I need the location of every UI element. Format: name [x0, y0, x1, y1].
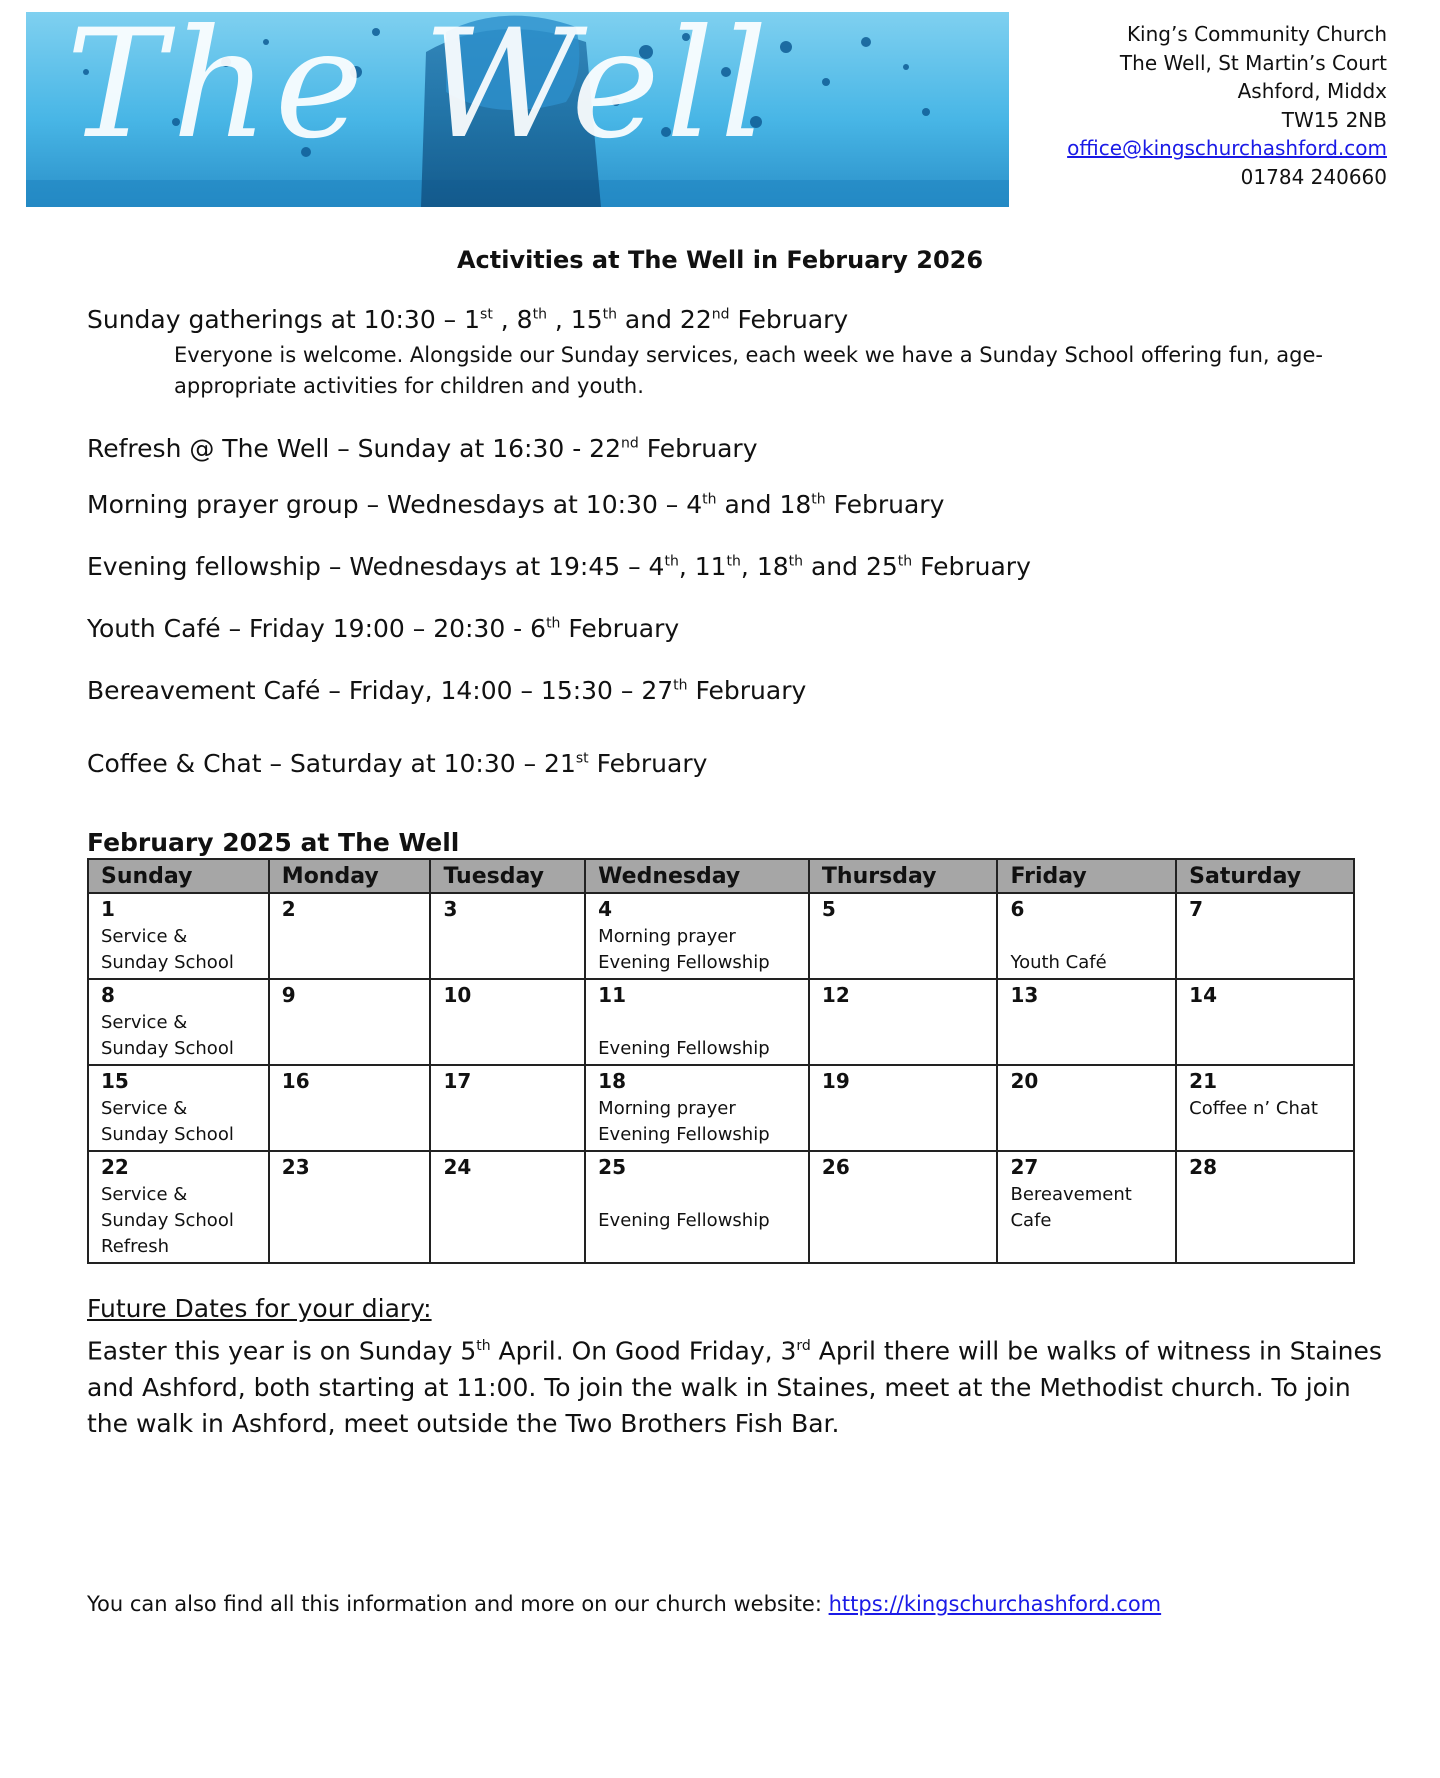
address-line: The Well, St Martin’s Court [1119, 50, 1387, 75]
day-event [1189, 1036, 1341, 1062]
day-number: 19 [821, 1069, 850, 1093]
calendar-week-row [88, 979, 1354, 1065]
day-event: Evening Fellowship [598, 1038, 770, 1059]
day-event [822, 1182, 985, 1208]
calendar-day-cell [809, 1065, 998, 1151]
day-header: Wednesday [585, 859, 809, 893]
day-header: Thursday [809, 859, 998, 893]
day-event [282, 1122, 418, 1148]
calendar-header-row [88, 859, 1354, 893]
calendar-day-cell [430, 893, 585, 979]
day-number: 7 [1189, 897, 1204, 921]
calendar-day-cell [269, 1151, 431, 1263]
day-number: 24 [443, 1155, 472, 1179]
day-number: 14 [1189, 983, 1218, 1007]
day-event: Service & [101, 1012, 188, 1033]
day-event: Refresh [101, 1236, 169, 1257]
day-event: Evening Fellowship [598, 952, 770, 973]
day-event: Youth Café [1010, 952, 1107, 973]
day-number: 10 [443, 983, 472, 1007]
calendar-day-cell [585, 979, 809, 1065]
day-event: Service & [101, 926, 188, 947]
day-event [443, 1182, 572, 1208]
day-event [1010, 1010, 1163, 1036]
day-event [282, 1036, 418, 1062]
calendar-day-cell [809, 1151, 998, 1263]
day-number: 9 [281, 983, 296, 1007]
day-event [443, 1096, 572, 1122]
day-event: Sunday School [101, 1038, 234, 1059]
calendar-day-cell [88, 979, 269, 1065]
day-event: Morning prayer [598, 926, 736, 947]
day-number: 20 [1010, 1069, 1039, 1093]
day-event [1189, 1182, 1341, 1208]
day-number: 1 [101, 897, 115, 921]
address-town: Ashford, Middx [1237, 79, 1387, 103]
day-event [443, 950, 572, 976]
day-event [598, 1010, 796, 1036]
day-number: 3 [443, 897, 458, 921]
day-event [282, 1096, 418, 1122]
calendar-day-cell [88, 893, 269, 979]
day-number: 21 [1189, 1069, 1218, 1093]
day-event [1010, 924, 1163, 950]
calendar-day-cell [997, 1151, 1176, 1263]
activity-coffee-chat: Coffee & Chat – Saturday at 10:30 – 21st February [87, 749, 708, 778]
future-dates-heading: Future Dates for your diary: [87, 1294, 432, 1323]
activity-morning-prayer: Morning prayer group – Wednesdays at 10:30 – 4th and 18th February [87, 490, 945, 519]
day-number: 26 [821, 1155, 850, 1179]
day-event [1189, 1208, 1341, 1234]
day-event [822, 1096, 985, 1122]
day-event [1010, 1122, 1163, 1148]
day-event [443, 1208, 572, 1234]
calendar-week-row [88, 893, 1354, 979]
day-event [443, 1010, 572, 1036]
day-event: Coffee n’ Chat [1189, 1098, 1318, 1119]
day-event [282, 1182, 418, 1208]
calendar-day-cell [585, 893, 809, 979]
day-event [822, 924, 985, 950]
activity-youth-cafe: Youth Café – Friday 19:00 – 20:30 - 6th February [87, 614, 680, 643]
calendar-day-cell [997, 979, 1176, 1065]
day-number: 22 [101, 1155, 129, 1179]
banner-logo-text: The Well [66, 12, 774, 172]
day-number: 15 [101, 1069, 129, 1093]
day-number: 8 [101, 983, 115, 1007]
address-church-name: King’s Community Church [1126, 22, 1387, 46]
day-header: Friday [997, 859, 1176, 893]
day-header: Tuesday [430, 859, 585, 893]
day-event [282, 1208, 418, 1234]
day-event [1189, 924, 1341, 950]
activity-refresh: Refresh @ The Well – Sunday at 16:30 - 22nd February [87, 434, 758, 463]
day-header: Sunday [88, 859, 269, 893]
activity-bereavement-cafe: Bereavement Café – Friday, 14:00 – 15:30 – 27th February [87, 676, 807, 705]
calendar-day-cell [88, 1151, 269, 1263]
calendar-day-cell [269, 979, 431, 1065]
day-event [443, 1036, 572, 1062]
email-link[interactable]: office@kingschurchashford.com [1067, 136, 1387, 160]
day-event [282, 950, 418, 976]
day-header: Saturday [1176, 859, 1354, 893]
day-event: Evening Fellowship [598, 1210, 770, 1231]
day-event: Sunday School [101, 1124, 234, 1145]
calendar-day-cell [430, 1151, 585, 1263]
day-event [822, 1036, 985, 1062]
day-event [598, 1182, 796, 1208]
calendar-day-cell [88, 1065, 269, 1151]
day-event [822, 950, 985, 976]
phone-number: 01784 240660 [1240, 164, 1387, 189]
day-event [443, 924, 572, 950]
calendar-title: February 2025 at The Well [87, 828, 460, 857]
calendar-day-cell [1176, 979, 1354, 1065]
banner-image [26, 12, 1009, 207]
church-address [987, 20, 1387, 191]
day-number: 27 [1010, 1155, 1039, 1179]
day-event [1189, 1010, 1341, 1036]
day-event: Service & [101, 1184, 188, 1205]
day-event [822, 1208, 985, 1234]
day-number: 6 [1010, 897, 1025, 921]
calendar-week-row [88, 1065, 1354, 1151]
day-number: 11 [598, 983, 627, 1007]
day-event [822, 1010, 985, 1036]
day-event: Evening Fellowship [598, 1124, 770, 1145]
day-event [822, 1122, 985, 1148]
day-event [1010, 1096, 1163, 1122]
day-number: 13 [1010, 983, 1039, 1007]
calendar-day-cell [430, 1065, 585, 1151]
day-event: Sunday School [101, 1210, 234, 1231]
day-number: 25 [598, 1155, 627, 1179]
day-number: 23 [281, 1155, 310, 1179]
calendar-day-cell [1176, 1065, 1354, 1151]
calendar-day-cell [997, 893, 1176, 979]
day-event [443, 1122, 572, 1148]
calendar-table [87, 858, 1355, 1264]
day-event [282, 924, 418, 950]
day-header: Monday [269, 859, 431, 893]
sunday-note: Everyone is welcome. Alongside our Sunday services, each week we have a Sunday School offering fun, age-appropriate activities for children and youth. [174, 343, 1323, 398]
day-event: Cafe [1010, 1210, 1052, 1231]
day-number: 28 [1189, 1155, 1218, 1179]
activity-evening-fellowship: Evening fellowship – Wednesdays at 19:45 – 4th, 11th, 18th and 25th February [87, 552, 1031, 581]
calendar-day-cell [1176, 893, 1354, 979]
calendar-week-row [88, 1151, 1354, 1263]
page-title: Activities at The Well in February 2026 [456, 246, 984, 274]
calendar-day-cell [269, 1065, 431, 1151]
day-number: 12 [821, 983, 850, 1007]
day-number: 16 [281, 1069, 310, 1093]
calendar-day-cell [430, 979, 585, 1065]
website-link[interactable]: https://kingschurchashford.com [828, 1592, 1162, 1616]
day-event [1189, 950, 1341, 976]
calendar-day-cell [997, 1065, 1176, 1151]
day-event: Service & [101, 1098, 188, 1119]
activity-sunday-gatherings: Sunday gatherings at 10:30 – 1st , 8th , 15th and 22nd February [87, 305, 849, 334]
address-postcode: TW15 2NB [1281, 107, 1387, 132]
day-event: Sunday School [101, 952, 234, 973]
day-event [282, 1010, 418, 1036]
day-number: 17 [443, 1069, 472, 1093]
day-event: Morning prayer [598, 1098, 736, 1119]
calendar-day-cell [269, 893, 431, 979]
day-number: 4 [598, 897, 613, 921]
day-number: 5 [821, 897, 836, 921]
calendar-day-cell [585, 1151, 809, 1263]
calendar-day-cell [585, 1065, 809, 1151]
day-event [1189, 1122, 1341, 1148]
day-event [1010, 1036, 1163, 1062]
day-number: 2 [281, 897, 296, 921]
future-dates-text: Easter this year is on Sunday 5th April. On Good Friday, 3rd April there will be walks of witness in Staines and Ashford, both starting at 11:00. To join the walk in Staines, meet at the Methodist church. To join the walk in Ashford, meet outside the Two Brothers Fish Bar. [87, 1336, 1382, 1439]
calendar-day-cell [809, 979, 998, 1065]
day-event: Bereavement [1010, 1184, 1132, 1205]
footer-note: You can also find all this information and more on our church website: https://kingschurchashford.com [87, 1592, 1162, 1616]
day-number: 18 [598, 1069, 627, 1093]
calendar-day-cell [1176, 1151, 1354, 1263]
calendar-day-cell [809, 893, 998, 979]
